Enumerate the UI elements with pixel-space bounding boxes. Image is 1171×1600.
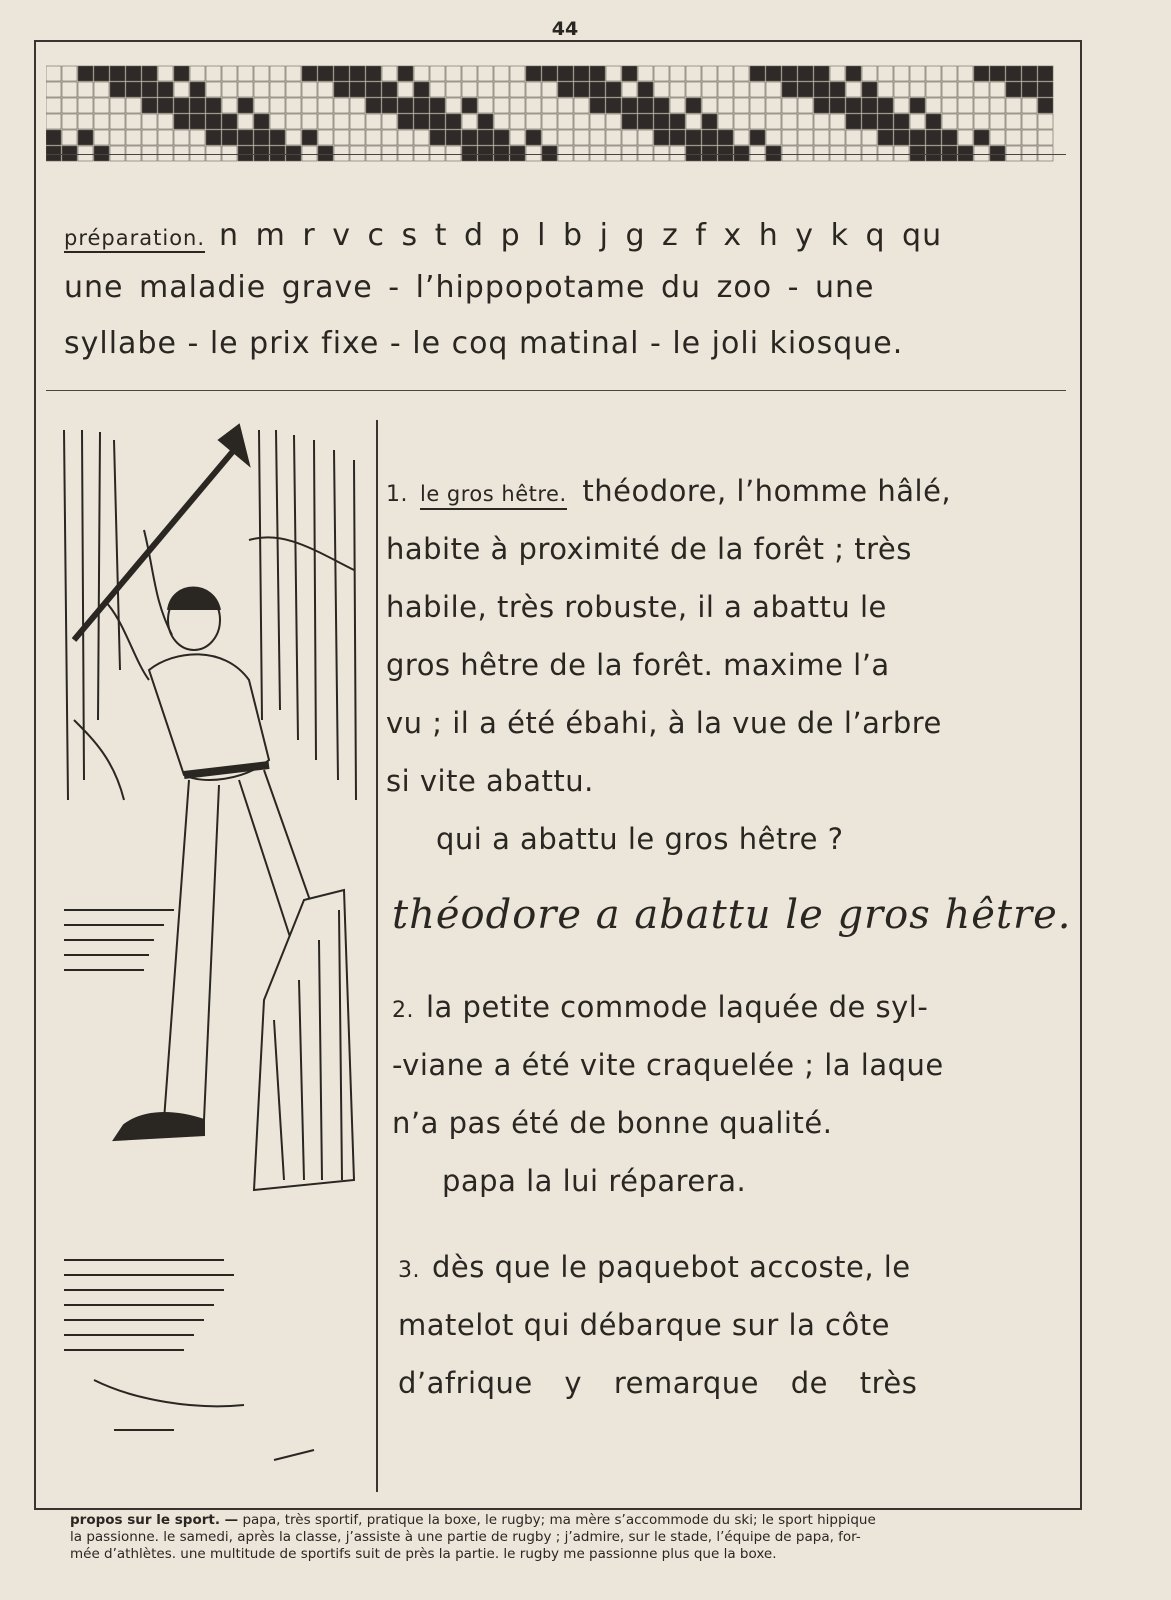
footer-text-0: papa, très sportif, pratique la boxe, le rugby; ma mère s’accommode du ski; le sport hippique — [242, 1512, 876, 1528]
preparation-label: préparation. — [64, 226, 205, 253]
preparation-letters-line — [64, 218, 942, 253]
lesson1-text-0: théodore, l’homme hâlé, — [582, 474, 952, 508]
lesson1-text-2: habile, très robuste, il a abattu le — [386, 590, 887, 624]
lesson2-text-2: n’a pas été de bonne qualité. — [392, 1106, 833, 1140]
lesson3-text-1: matelot qui débarque sur la côte — [398, 1308, 890, 1342]
lesson1-text-1: habite à proximité de la forêt ; très — [386, 532, 912, 566]
lesson1-question: qui a abattu le gros hêtre ? — [436, 822, 844, 856]
lesson3-number: 3. — [398, 1258, 420, 1283]
page-number: 44 — [551, 18, 579, 40]
lesson2-text-0: la petite commode laquée de syl- — [426, 990, 929, 1024]
lesson2-number: 2. — [392, 998, 414, 1023]
lesson1-text-5: si vite abattu. — [386, 764, 594, 798]
lesson2-text-3: papa la lui réparera. — [442, 1164, 747, 1198]
footer-text — [70, 1512, 1120, 1563]
lesson1-text-3: gros hêtre de la forêt. maxime l’a — [386, 648, 890, 682]
banner-pattern-icon — [46, 56, 1066, 166]
lesson2-text-1: -viane a été vite craquelée ; la laque — [392, 1048, 944, 1082]
page-frame — [34, 40, 1082, 1510]
woodcutter-illustration — [54, 420, 378, 1492]
footer-line-1 — [70, 1512, 1120, 1529]
lesson3-text-0: dès que le paquebot accoste, le — [432, 1250, 911, 1284]
divider-middle — [46, 390, 1066, 391]
lesson3-line-1 — [398, 1250, 911, 1284]
lesson3-text-2: d’afrique y remarque de très — [398, 1366, 918, 1400]
woodcutter-icon — [54, 420, 376, 1492]
lesson2-line-1 — [392, 990, 928, 1024]
lesson1-cursive-answer: théodore a abattu le gros hêtre. — [392, 892, 1072, 938]
footer-label: propos sur le sport. — — [70, 1512, 239, 1528]
checkered-banner — [46, 56, 1066, 166]
lesson1-line-1 — [386, 474, 951, 508]
divider-top — [46, 154, 1066, 155]
footer-line-3: mée d’athlètes. une multitude de sportifs suit de près la partie. le rugby me passionne plus que la boxe. — [70, 1546, 777, 1562]
footer-line-2: la passionne. le samedi, après la classe, j’assiste à une partie de rugby ; j’admire, sur le stade, l’équipe de papa, for- — [70, 1529, 861, 1545]
preparation-line-1: une maladie grave - l’hippopotame du zoo - une — [64, 270, 875, 305]
lesson1-title: le gros hêtre. — [420, 482, 567, 510]
lesson1-text-4: vu ; il a été ébahi, à la vue de l’arbre — [386, 706, 942, 740]
preparation-letters: n m r v c s t d p l b j g z f x h y k q qu — [219, 218, 943, 253]
lesson1-number: 1. — [386, 482, 408, 507]
preparation-line-2: syllabe - le prix fixe - le coq matinal - le joli kiosque. — [64, 326, 904, 361]
